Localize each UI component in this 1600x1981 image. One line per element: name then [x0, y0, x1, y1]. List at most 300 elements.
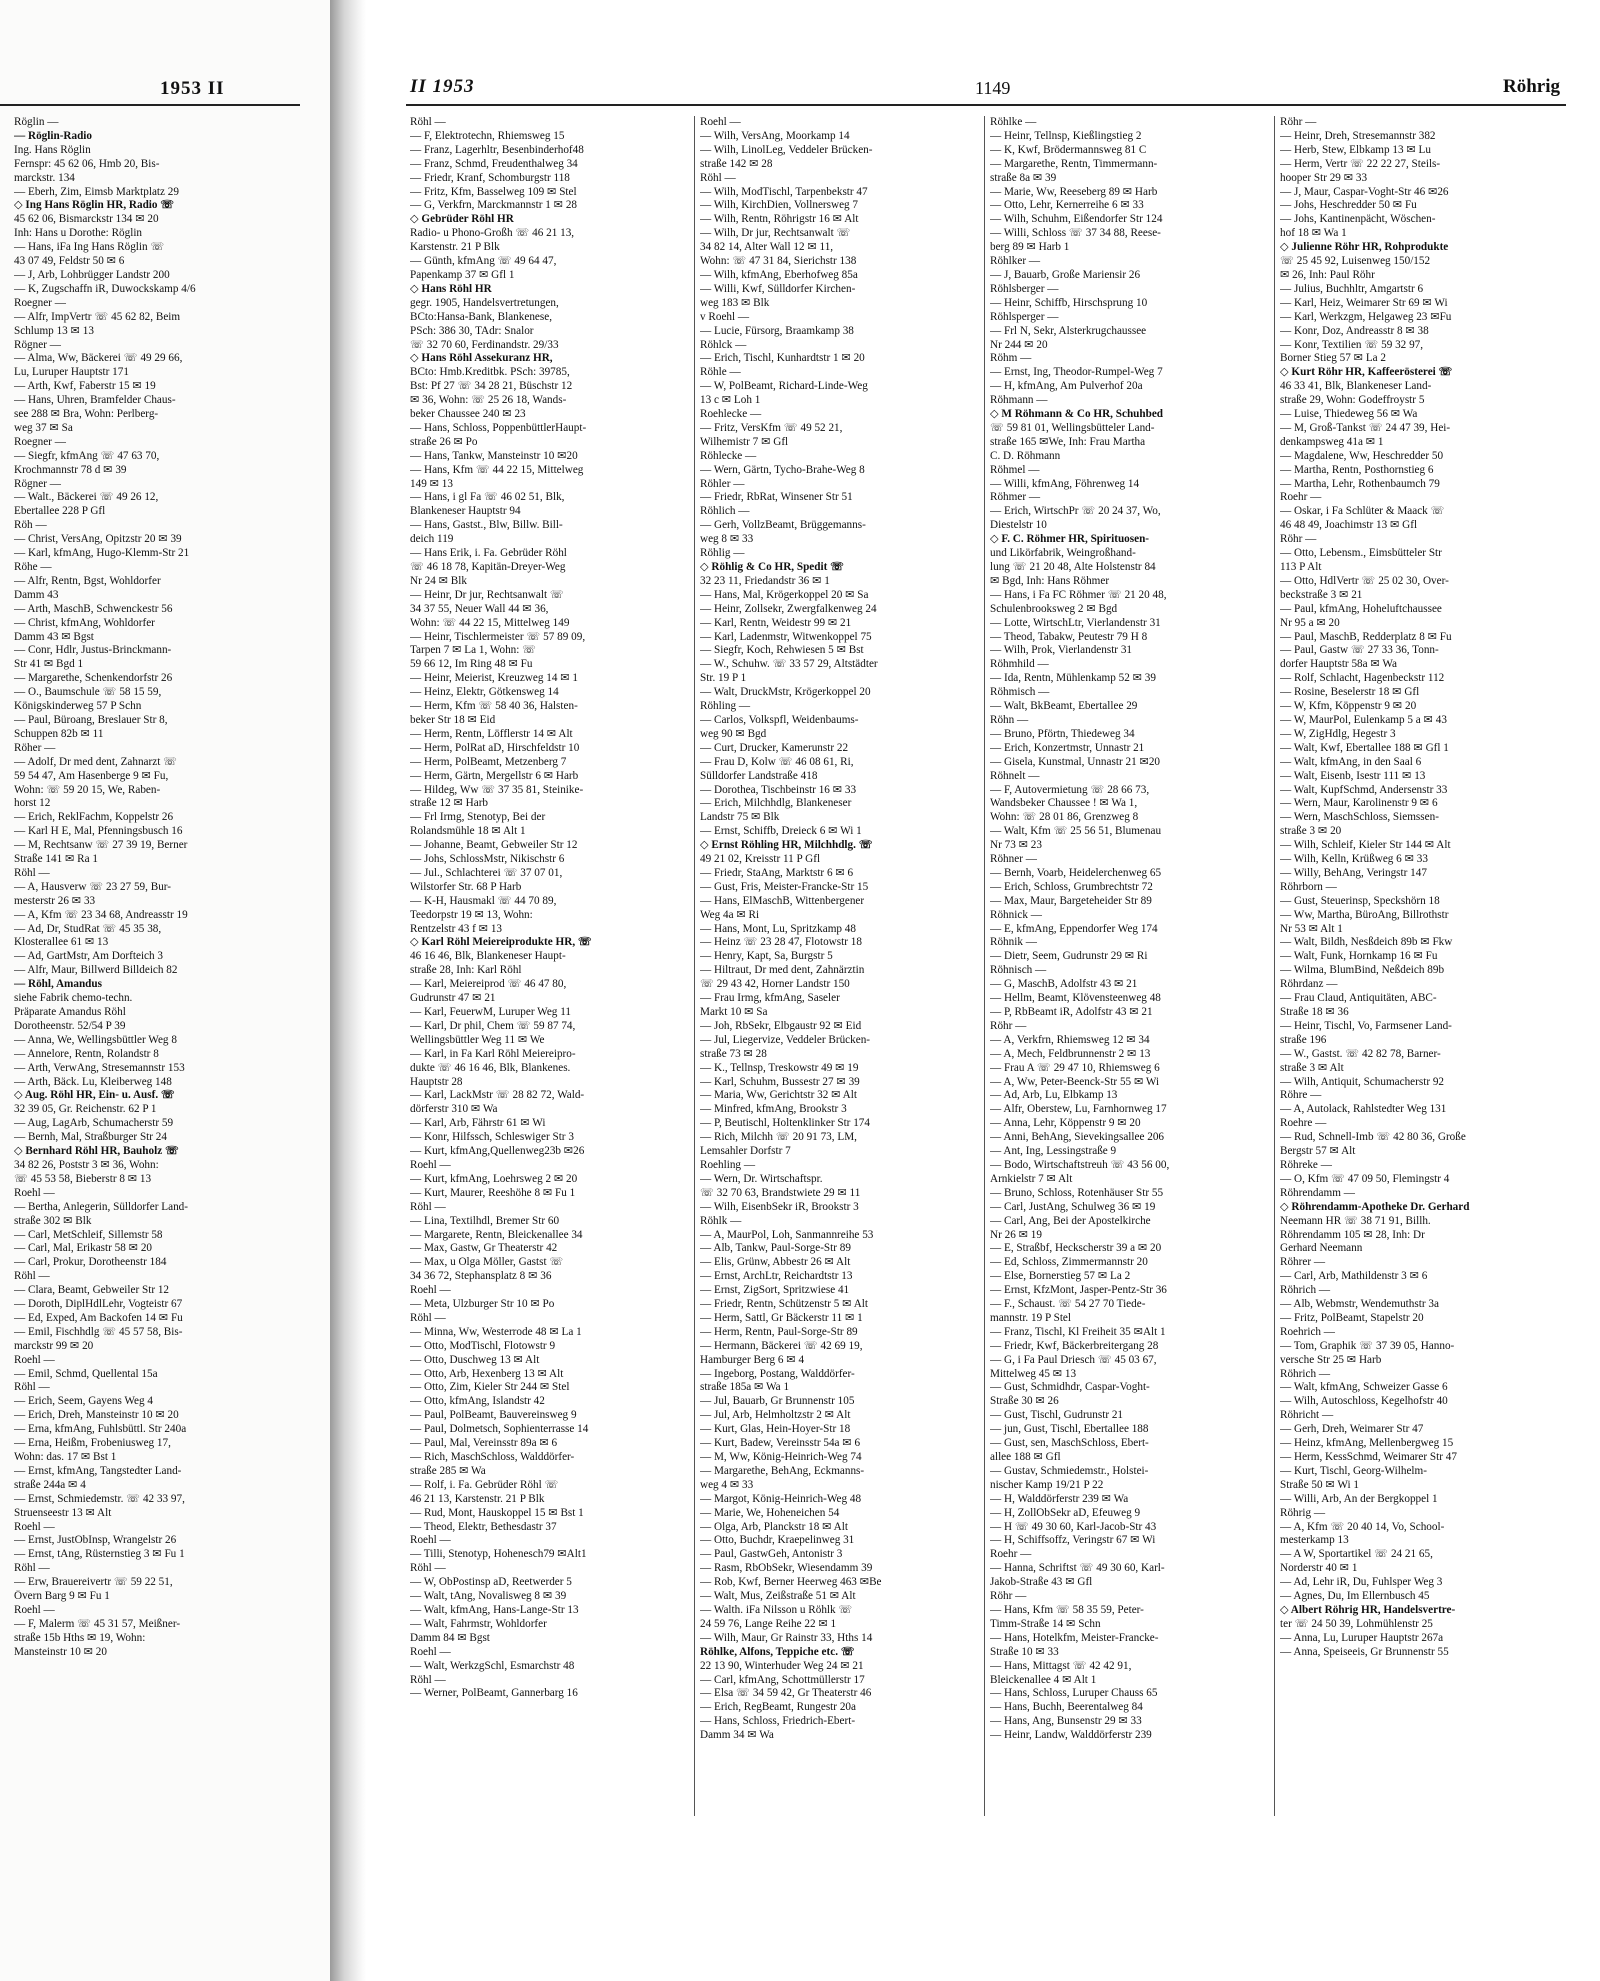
page-number: 1149	[975, 78, 1011, 98]
directory-column-1	[410, 116, 690, 1966]
directory-line: Radio- u Phono-Großh ☏ 46 21 13,	[410, 227, 575, 240]
directory-line: — Kurt, Maurer, Reeshöhe 8 ✉ Fu 1	[410, 1186, 576, 1199]
directory-line: — Bodo, Wirtschaftstreuh ☏ 43 56 00,	[990, 1158, 1170, 1171]
directory-line: Straße 141 ✉ Ra 1	[14, 853, 98, 866]
directory-line: Röhling —	[700, 700, 751, 713]
directory-line: — Wilh, Autoschloss, Kegelhofstr 40	[1280, 1395, 1448, 1408]
directory-line: Lemsahler Dorfstr 7	[700, 1145, 791, 1158]
directory-line: Schuppen 82b ✉ 11	[14, 727, 104, 740]
directory-line: — Walt, Kfm ☏ 25 56 51, Blumenau	[990, 825, 1162, 838]
directory-line: — Hans, Ang, Bunsenstr 29 ✉ 33	[990, 1715, 1142, 1728]
directory-line: — Dorothea, Tischbeinstr 16 ✉ 33	[700, 783, 857, 796]
directory-line: Röglin —	[14, 116, 59, 128]
directory-line: Röhnick —	[990, 908, 1042, 921]
directory-line: Röhrendamm 105 ✉ 28, Inh: Dr	[1280, 1228, 1425, 1241]
directory-line: Damm 43 ✉ Bgst	[14, 630, 94, 643]
directory-line: — Friedr, Rentn, Schützenstr 5 ✉ Alt	[700, 1298, 869, 1311]
directory-line: — Ernst, tAng, Rüsternstieg 3 ✉ Fu 1	[14, 1548, 185, 1561]
directory-line: 49 21 02, Kreisstr 11 P Gfl	[700, 853, 821, 866]
directory-line: — W, MaurPol, Eulenkamp 5 a ✉ 43	[1280, 713, 1447, 726]
directory-line: dukte ☏ 46 16 46, Blk, Blankenes.	[410, 1061, 571, 1074]
directory-line: straße 12 ✉ Harb	[410, 797, 489, 810]
directory-line: — Herb, Stew, Elbkamp 13 ✉ Lu	[1280, 143, 1431, 156]
directory-line: — Adolf, Dr med dent, Zahnarzt ☏	[14, 755, 178, 768]
directory-line: — Rich, Milchh ☏ 20 91 73, LM,	[700, 1131, 857, 1144]
directory-line: — Otto, Lebensm., Eimsbütteler Str	[1280, 547, 1442, 560]
directory-line: lung ☏ 21 20 48, Alte Holstenstr 84	[990, 561, 1156, 573]
directory-line: Rentzelstr 43 f ✉ 13	[410, 922, 503, 935]
directory-line: ✉ 36, Wohn: ☏ 25 26 18, Wands-	[410, 394, 567, 407]
directory-column-4	[1280, 116, 1562, 1966]
directory-line: — Franz, Schmd, Freudenthalweg 34	[410, 157, 578, 170]
column-divider	[984, 116, 985, 1816]
directory-line: — Gerh, VollzBeamt, Brüggemanns-	[700, 519, 866, 532]
directory-line: — Werner, PolBeamt, Gannerbarg 16	[410, 1687, 578, 1700]
directory-line: Straße 18 ✉ 36	[1280, 1006, 1349, 1018]
directory-line: — Heinr, Tischlermeister ☏ 57 89 09,	[410, 630, 586, 643]
directory-column-3	[990, 116, 1270, 1966]
directory-line: — Willi, Schloss ☏ 37 34 88, Reese-	[990, 227, 1161, 240]
directory-line: Schlump 13 ✉ 13	[14, 324, 94, 337]
directory-line: Rolandsmühle 18 ✉ Alt 1	[410, 825, 526, 838]
directory-line: Borner Stieg 57 ✉ La 2	[1280, 352, 1387, 365]
directory-line: — Otto, Lehr, Kernerreihe 6 ✉ 33	[990, 199, 1144, 212]
directory-line: — Max, Gastw, Gr Theaterstr 42	[410, 1242, 558, 1255]
directory-line: Mansteinstr 10 ✉ 20	[14, 1645, 107, 1658]
directory-line: hooper Str 29 ✉ 33	[1280, 171, 1368, 184]
directory-line: — Paul, Mal, Vereinsstr 89a ✉ 6	[410, 1437, 558, 1450]
directory-line: Roehre —	[1280, 1117, 1327, 1130]
directory-line: — Curt, Drucker, Kamerunstr 22	[700, 741, 849, 754]
directory-line: weg 8 ✉ 33	[700, 533, 754, 546]
directory-line: — Otto, Duschweg 13 ✉ Alt	[410, 1353, 540, 1366]
directory-line: — K, Zugschaffn iR, Duwockskamp 4/6	[14, 282, 196, 295]
directory-line: Wilstorfer Str. 68 P Harb	[410, 880, 522, 893]
directory-line: — Fritz, Kfm, Basselweg 109 ✉ Stel	[410, 185, 577, 198]
directory-line: — Johs, Heschredder 50 ✉ Fu	[1280, 199, 1417, 212]
directory-line: Fernspr: 45 62 06, Hmb 20, Bis-	[14, 157, 160, 170]
directory-line: mannstr. 19 P Stel	[990, 1311, 1072, 1324]
directory-line: Röhl —	[410, 1311, 446, 1324]
directory-line: — A, Kfm ☏ 23 34 68, Andreasstr 19	[14, 908, 188, 921]
directory-line: Blankeneser Hauptstr 94	[410, 505, 521, 518]
directory-line: Diestelstr 10	[990, 519, 1047, 532]
directory-line: — Aug, LagArb, Schumacherstr 59	[14, 1117, 174, 1130]
directory-line: — Walt, DruckMstr, Krögerkoppel 20	[700, 686, 871, 699]
directory-line: Röhlke —	[990, 116, 1037, 128]
directory-line: — Otto, HdlVertr ☏ 25 02 30, Over-	[1280, 574, 1449, 587]
directory-line: — Alma, Ww, Bäckerei ☏ 49 29 66,	[14, 352, 183, 365]
directory-line: — Günth, kfmAng ☏ 49 64 47,	[410, 255, 557, 268]
directory-line: — Erich, Tischl, Kunhardtstr 1 ✉ 20	[700, 352, 865, 365]
directory-line: — Ad, Lehr iR, Du, Fuhlsper Weg 3	[1280, 1576, 1443, 1589]
directory-line: — Tom, Graphik ☏ 37 39 05, Hanno-	[1280, 1339, 1455, 1352]
directory-line: ☏ 29 43 42, Horner Landstr 150	[700, 978, 850, 991]
directory-line: — Dietr, Seem, Gudrunstr 29 ✉ Ri	[990, 950, 1148, 963]
directory-line: ☏ 59 81 01, Wellingsbütteler Land-	[990, 421, 1155, 434]
directory-line: — Walt, kfmAng, Schweizer Gasse 6	[1280, 1381, 1448, 1394]
directory-line: straße 26 ✉ Po	[410, 435, 478, 448]
directory-line: — Frau Irmg, kfmAng, Saseler	[700, 992, 840, 1005]
directory-line: — Karl, Heiz, Weimarer Str 69 ✉ Wi	[1280, 296, 1448, 309]
directory-line: — Röhl, Amandus	[14, 978, 102, 991]
directory-line: — Paul, MaschB, Redderplatz 8 ✉ Fu	[1280, 630, 1452, 643]
directory-line: Röhreke —	[1280, 1158, 1332, 1171]
directory-line: — A, Autolack, Rahlstedter Weg 131	[1280, 1103, 1447, 1116]
directory-line: ✉ 26, Inh: Paul Röhr	[1280, 268, 1375, 281]
directory-line: — Carl, MetSchleif, Sillemstr 58	[14, 1228, 163, 1241]
directory-line: — Jul., Schlachterei ☏ 37 07 01,	[410, 866, 563, 879]
directory-line: ◇ Hans Röhl Assekuranz HR,	[410, 352, 553, 365]
directory-line: ◇ Aug. Röhl HR, Ein- u. Ausf. ☏	[14, 1089, 175, 1102]
directory-line: — Alb, Tankw, Paul-Sorge-Str 89	[700, 1242, 851, 1255]
directory-line: — Erich, Schloss, Grumbrechtstr 72	[990, 880, 1153, 893]
directory-line: — Rolf, i. Fa. Gebrüder Röhl ☏	[410, 1478, 559, 1491]
directory-line: deich 119	[410, 533, 454, 546]
directory-line: Röhe —	[14, 561, 52, 573]
directory-line: — Julius, Buchhltr, Amgartstr 6	[1280, 282, 1424, 295]
directory-line: Röhr —	[1280, 533, 1317, 546]
directory-line: gegr. 1905, Handelsvertretungen,	[410, 296, 559, 309]
directory-line: — Kurt, Tischl, Georg-Wilhelm-	[1280, 1464, 1427, 1477]
directory-line: straße 8a ✉ 39	[990, 171, 1057, 184]
directory-line: Röhlck —	[700, 338, 747, 351]
directory-line: — Hans, Kfm ☏ 44 22 15, Mittelweg	[410, 463, 584, 476]
directory-line: — Karl, Ladenmstr, Witwenkoppel 75	[700, 630, 872, 643]
directory-line: — Ed, Exped, Am Backofen 14 ✉ Fu	[14, 1311, 183, 1324]
directory-line: Röhl —	[14, 1562, 50, 1575]
directory-line: weg 90 ✉ Bgd	[700, 727, 767, 740]
directory-line: Lu, Luruper Hauptstr 171	[14, 366, 129, 379]
directory-line: ☏ 46 18 78, Kapitän-Dreyer-Weg	[410, 561, 566, 573]
directory-line: — Gust, sen, MaschSchloss, Ebert-	[990, 1437, 1149, 1450]
directory-line: — Clara, Beamt, Gebweiler Str 12	[14, 1284, 170, 1297]
directory-line: — Alfr, ImpVertr ☏ 45 62 82, Beim	[14, 310, 181, 323]
directory-line: ◇ F. C. Röhmer HR, Spirituosen-	[990, 533, 1150, 546]
directory-line: — Alfr, Oberstew, Lu, Farnhornweg 17	[990, 1103, 1167, 1116]
directory-line: — Annelore, Rentn, Rolandstr 8	[14, 1047, 159, 1060]
directory-line: 45 62 06, Bismarckstr 134 ✉ 20	[14, 213, 159, 226]
directory-line: Roehl —	[14, 1520, 55, 1533]
directory-line: — Johs, Kantinenpächt, Wöschen-	[1280, 213, 1436, 226]
directory-line: — M, Groß-Tankst ☏ 24 47 39, Hei-	[1280, 421, 1451, 434]
directory-line: Bergstr 57 ✉ Alt	[1280, 1145, 1356, 1158]
directory-line: — A, Mech, Feldbrunnenstr 2 ✉ 13	[990, 1047, 1151, 1060]
directory-line: Papenkamp 37 ✉ Gfl 1	[410, 268, 515, 281]
directory-line: Röhmel —	[990, 463, 1040, 476]
directory-line: — Hans, Mittagst ☏ 42 42 91,	[990, 1659, 1132, 1672]
directory-line: — Walt, Eisenb, Isestr 111 ✉ 13	[1280, 769, 1426, 782]
directory-line: — Emil, Fischhdlg ☏ 45 57 58, Bis-	[14, 1325, 183, 1338]
directory-line: — W, ObPostinsp aD, Reetwerder 5	[410, 1576, 572, 1589]
directory-line: beker Chaussee 240 ✉ 23	[410, 408, 526, 421]
directory-line: und Likörfabrik, Weingroßhand-	[990, 547, 1136, 560]
directory-line: — Jul, Bauarb, Gr Brunnenstr 105	[700, 1395, 855, 1408]
directory-line: Röhrich —	[1280, 1367, 1331, 1380]
directory-line: Roehl —	[410, 1284, 451, 1297]
directory-line: — Heinr, Meierist, Kreuzweg 14 ✉ 1	[410, 672, 578, 685]
directory-line: C. D. Röhmann	[990, 449, 1061, 462]
directory-line: — Paul, GastwGeh, Antonistr 3	[700, 1548, 843, 1561]
directory-line: — Ernst, ZigSort, Spritzwiese 41	[700, 1284, 850, 1297]
directory-line: — Erich, WirtschPr ☏ 20 24 37, Wo,	[990, 505, 1161, 518]
directory-line: — Margarethe, Schenkendorfstr 26	[14, 672, 173, 685]
directory-line: Roehl —	[14, 1186, 55, 1199]
directory-line: — P, RbBeamt iR, Adolfstr 43 ✉ 21	[990, 1006, 1153, 1018]
directory-line: Timm-Straße 14 ✉ Schn	[990, 1617, 1101, 1630]
directory-line: straße 28, Inh: Karl Röhl	[410, 964, 522, 977]
directory-line: — Anna, Lu, Luruper Hauptstr 267a	[1280, 1631, 1444, 1644]
directory-line: — Fritz, VersKfm ☏ 49 52 21,	[700, 421, 843, 434]
directory-line: — Wern, Dr. Wirtschaftspr.	[700, 1172, 823, 1185]
directory-line: Röher —	[14, 741, 56, 754]
directory-line: Röhner —	[990, 853, 1037, 866]
directory-line: — Hans, i Fa FC Röhmer ☏ 21 20 48,	[990, 588, 1167, 601]
directory-line: — Wilh, ModTischl, Tarpenbekstr 47	[700, 185, 868, 198]
directory-line: — Willi, Arb, An der Bergkoppel 1	[1280, 1492, 1438, 1505]
directory-line: 22 13 90, Winterhuder Weg 24 ✉ 21	[700, 1659, 864, 1672]
directory-line: — Rud, Mont, Hauskoppel 15 ✉ Bst 1	[410, 1506, 584, 1519]
directory-line: Röhlecke —	[700, 449, 757, 462]
directory-line: — J, Maur, Caspar-Voght-Str 46 ✉26	[1280, 185, 1449, 198]
directory-line: ◇ Ernst Röhling HR, Milchhdlg. ☏	[700, 839, 873, 852]
directory-line: Wandsbeker Chaussee ! ✉ Wa 1,	[990, 797, 1138, 810]
directory-line: ◇ Ing Hans Röglin HR, Radio ☏	[14, 199, 175, 212]
directory-line: — Anna, Lehr, Köppenstr 9 ✉ 20	[990, 1117, 1141, 1130]
directory-line: — Elsa ☏ 34 59 42, Gr Theaterstr 46	[700, 1687, 872, 1700]
directory-line: — Erich, Dreh, Mansteinstr 10 ✉ 20	[14, 1409, 179, 1422]
directory-line: Röhmer —	[990, 491, 1041, 504]
directory-line: Straße 50 ✉ Wi 1	[1280, 1478, 1359, 1491]
directory-line: — Heinz, kfmAng, Mellenbergweg 15	[1280, 1437, 1454, 1450]
directory-line: weg 4 ✉ 33	[700, 1478, 754, 1491]
directory-line: — H, Walddörferstr 239 ✉ Wa	[990, 1492, 1129, 1505]
directory-line: — Jul, Arb, Helmholtzstr 2 ✉ Alt	[700, 1409, 851, 1422]
directory-line: Röhlke, Alfons, Teppiche etc. ☏	[700, 1645, 855, 1658]
directory-line: Röhlig —	[700, 547, 745, 560]
directory-line: — Otto, kfmAng, Islandstr 42	[410, 1395, 545, 1408]
directory-line: beker Str 18 ✉ Eid	[410, 713, 496, 726]
directory-line: — Herm, Kfm ☏ 58 40 36, Halsten-	[410, 700, 578, 713]
directory-line: — A, Kfm ☏ 20 40 14, Vo, School-	[1280, 1520, 1445, 1533]
directory-line: — Rud, Schnell-Imb ☏ 42 80 36, Große	[1280, 1131, 1466, 1144]
directory-line: — Heinr, Dreh, Stresemannstr 382	[1280, 129, 1436, 142]
directory-line: ◇ Gebrüder Röhl HR	[410, 213, 514, 226]
running-head: Röhrig	[1503, 76, 1560, 97]
directory-line: — Rich, MaschSchloss, Walddörfer-	[410, 1451, 575, 1463]
directory-line: 46 48 49, Joachimstr 13 ✉ Gfl	[1280, 519, 1418, 532]
directory-line: Damm 84 ✉ Bgst	[410, 1631, 490, 1644]
directory-line: — Franz, Tischl, Kl Freiheit 35 ✉Alt 1	[990, 1325, 1166, 1338]
left-page	[0, 0, 332, 1981]
directory-line: — Karl, FeuerwM, Luruper Weg 11	[410, 1006, 571, 1018]
directory-line: Röhnik —	[990, 936, 1037, 949]
directory-line: — F, Malerm ☏ 45 31 57, Meißner-	[14, 1617, 181, 1630]
directory-line: Roehling —	[700, 1158, 756, 1171]
directory-line: — Herm, Sattl, Gr Bäckerstr 11 ✉ 1	[700, 1311, 863, 1324]
directory-line: Roehlecke —	[700, 408, 762, 421]
directory-line: Röhl —	[14, 1381, 50, 1394]
directory-line: — Rosine, Beselerstr 18 ✉ Gfl	[1280, 686, 1420, 699]
directory-line: Röhnisch —	[990, 964, 1047, 977]
directory-line: — Karl, Rentn, Weidestr 99 ✉ 21	[700, 616, 852, 629]
directory-line: — Ad, Dr, StudRat ☏ 45 35 38,	[14, 922, 162, 935]
directory-line: Roehr —	[990, 1548, 1032, 1561]
directory-line: — Walt, Funk, Hornkamp 16 ✉ Fu	[1280, 950, 1438, 963]
directory-line: — Hans, Gastst., Blw, Billw. Bill-	[410, 519, 563, 532]
directory-line: Ebertallee 228 P Gfl	[14, 505, 106, 518]
directory-line: — Rasm, RbObSekr, Wiesendamm 39	[700, 1562, 873, 1575]
directory-line: — Bernh, Mal, Straßburger Str 24	[14, 1131, 167, 1144]
directory-line: — Margarete, Rentn, Bleickenallee 34	[410, 1228, 583, 1241]
directory-column-2	[700, 116, 980, 1966]
directory-line: straße 185a ✉ Wa 1	[700, 1381, 790, 1394]
directory-line: — J, Arb, Lohbrügger Landstr 200	[14, 268, 170, 281]
directory-line: — Walt, Bildh, Nesßdeich 89b ✉ Fkw	[1280, 936, 1453, 949]
directory-line: — Alb, Webmstr, Wendemuthstr 3a	[1280, 1298, 1439, 1311]
directory-line: — Röglin-Radio	[14, 129, 93, 142]
directory-line: PSch: 386 30, TAdr: Snalor	[410, 324, 534, 337]
directory-line: Damm 43	[14, 588, 59, 601]
directory-line: — Konr, Textilien ☏ 59 32 97,	[1280, 338, 1424, 351]
directory-line: — Gust, Fris, Meister-Francke-Str 15	[700, 880, 869, 893]
directory-line: ☏ 32 70 63, Brandstwiete 29 ✉ 11	[700, 1186, 861, 1199]
page-header	[410, 76, 1560, 104]
directory-line: — Hans, Tankw, Mansteinstr 10 ✉20	[410, 449, 578, 462]
directory-line: berg 89 ✉ Harb 1	[990, 241, 1070, 254]
directory-line: — P, Beutischl, Holtenklinker Str 174	[700, 1117, 870, 1130]
directory-line: Röhrer —	[1280, 1256, 1326, 1269]
directory-line: — Friedr, StaAng, Marktstr 6 ✉ 6	[700, 866, 854, 879]
directory-line: — Minna, Ww, Westerrode 48 ✉ La 1	[410, 1325, 582, 1338]
directory-line: Nr 24 ✉ Blk	[410, 574, 467, 587]
directory-line: — Hans, Schloss, Luruper Chauss 65	[990, 1687, 1158, 1700]
directory-line: Inh: Hans u Dorothe: Röglin	[14, 227, 143, 240]
directory-line: Röhlker —	[990, 255, 1041, 268]
directory-line: ◇ Albert Röhrig HR, Handelsvertre-	[1280, 1603, 1456, 1616]
directory-line: straße 29, Wohn: Godeffroystr 5	[1280, 394, 1425, 407]
directory-line: — Walt, BkBeamt, Ebertallee 29	[990, 700, 1138, 713]
directory-line: — Frl N, Sekr, Alsterkrugchaussee	[990, 324, 1147, 337]
directory-line: — Hans, i gl Fa ☏ 46 02 51, Blk,	[410, 491, 565, 504]
directory-line: Röhricht —	[1280, 1409, 1334, 1422]
directory-line: Tarpen 7 ✉ La 1, Wohn: ☏	[410, 644, 537, 657]
directory-line: Röhmhild —	[990, 658, 1049, 671]
directory-line: — Emil, Schmd, Quellental 15a	[14, 1367, 158, 1380]
directory-line: Mittelweg 45 ✉ 13	[990, 1367, 1077, 1380]
directory-line: — K, Kwf, Brödermannsweg 81 C	[990, 143, 1147, 156]
directory-line: Nr 26 ✉ 19	[990, 1228, 1042, 1241]
left-page-header: 1953 II	[160, 78, 225, 99]
directory-line: — Wilh, Dr jur, Rechtsanwalt ☏	[700, 227, 851, 240]
directory-line: Landstr 75 ✉ Blk	[700, 811, 780, 824]
directory-line: — Anna, Speiseeis, Gr Brunnenstr 55	[1280, 1645, 1449, 1658]
directory-line: — Lina, Textilhdl, Bremer Str 60	[410, 1214, 560, 1227]
directory-line: — Carlos, Volkspfl, Weidenbaums-	[700, 713, 859, 726]
directory-line: — Ad, Arb, Lu, Elbkamp 13	[990, 1089, 1118, 1102]
directory-line: straße 244a ✉ 4	[14, 1478, 86, 1491]
directory-line: Övern Barg 9 ✉ Fu 1	[14, 1590, 110, 1603]
directory-line: — Hans, Schloss, PoppenbüttlerHaupt-	[410, 421, 587, 434]
directory-line: — Marie, Ww, Reeseberg 89 ✉ Harb	[990, 185, 1158, 198]
directory-line: Roehl —	[14, 1603, 55, 1616]
directory-line: — W., Schuhw. ☏ 33 57 29, Altstädter	[700, 658, 878, 671]
directory-line: — Rolf, Schlacht, Hagenbeckstr 112	[1280, 672, 1445, 685]
directory-line: — Heinz, Elektr, Götkensweg 14	[410, 686, 559, 699]
directory-line: — Karl, kfmAng, Hugo-Klemm-Str 21	[14, 547, 190, 560]
directory-line: ☏ 45 53 58, Bieberstr 8 ✉ 13	[14, 1172, 152, 1185]
directory-line: — Erna, kfmAng, Fuhlsbüttl. Str 240a	[14, 1423, 187, 1436]
directory-line: Dorotheenstr. 52/54 P 39	[14, 1019, 126, 1032]
directory-line: — Theod, Tabakw, Peutestr 79 H 8	[990, 630, 1148, 643]
directory-line: — Walt, KupfSchmd, Andersenstr 33	[1280, 783, 1448, 796]
directory-line: 59 54 47, Am Hasenberge 9 ✉ Fu,	[14, 769, 169, 782]
directory-line: Röhl —	[410, 1562, 446, 1575]
directory-line: — Margot, König-Heinrich-Weg 48	[700, 1492, 862, 1505]
directory-line: Str. 19 P 1	[700, 672, 747, 685]
directory-line: — Paul, PolBeamt, Bauvereinsweg 9	[410, 1409, 577, 1422]
directory-line: — Otto, ModTischl, Flotowstr 9	[410, 1339, 556, 1352]
directory-line: Hamburger Berg 6 ✉ 4	[700, 1353, 805, 1366]
directory-line: — Kurt, kfmAng, Loehrsweg 2 ✉ 20	[410, 1172, 578, 1185]
directory-line: — Paul, kfmAng, Hoheluftchaussee	[1280, 602, 1442, 615]
directory-line: — Johs, SchlossMstr, Nikischstr 6	[410, 853, 565, 866]
directory-line: — Karl, Arb, Fährstr 61 ✉ Wi	[410, 1117, 546, 1130]
directory-line: Arnkielstr 7 ✉ Alt	[990, 1172, 1073, 1185]
directory-line: Präparate Amandus Röhl	[14, 1006, 126, 1018]
directory-line: — Ernst, Schiffb, Dreieck 6 ✉ Wi 1	[700, 825, 862, 838]
directory-line: — E, kfmAng, Eppendorfer Weg 174	[990, 922, 1158, 935]
directory-line: — Karl, Werkzgm, Helgaweg 23 ✉Fu	[1280, 310, 1452, 323]
directory-line: — Ernst, Ing, Theodor-Rumpel-Weg 7	[990, 366, 1163, 379]
directory-line: denkampsweg 41a ✉ 1	[1280, 435, 1384, 448]
directory-line: — Ernst, Schmiedemstr. ☏ 42 33 97,	[14, 1492, 185, 1505]
directory-line: — Bernh, Voarb, Heidelerchenweg 65	[990, 866, 1162, 879]
left-page-column	[14, 116, 330, 1966]
directory-line: 46 21 13, Karstenstr. 21 P Blk	[410, 1492, 545, 1505]
directory-line: — H ☏ 49 30 60, Karl-Jacob-Str 43	[990, 1520, 1157, 1533]
directory-line: — Carl, Prokur, Dorotheenstr 184	[14, 1256, 167, 1269]
directory-line: 13 c ✉ Loh 1	[700, 394, 761, 407]
directory-line: Roehl —	[410, 1158, 451, 1171]
directory-line: — Wern, Maur, Karolinenstr 9 ✉ 6	[1280, 797, 1438, 810]
directory-line: — Walt, Mus, Zeißstraße 51 ✉ Alt	[700, 1590, 856, 1603]
directory-line: Karstenstr. 21 P Blk	[410, 241, 500, 254]
directory-line: — Alfr, Rentn, Bgst, Wohldorfer	[14, 574, 161, 587]
directory-line: — Marie, We, Hoheneichen 54	[700, 1506, 840, 1519]
directory-line: — Alfr, Maur, Billwerd Billdeich 82	[14, 964, 178, 977]
directory-line: — Konr, Doz, Andreasstr 8 ✉ 38	[1280, 324, 1429, 337]
directory-line: Wilhemistr 7 ✉ Gfl	[700, 435, 789, 448]
directory-line: — Eberh, Zim, Eimsb Marktplatz 29	[14, 185, 179, 198]
directory-line: — Hans, Buchh, Beerentalweg 84	[990, 1701, 1143, 1714]
directory-line: — Karl, LackMstr ☏ 28 82 72, Wald-	[410, 1089, 585, 1102]
directory-line: — Hans, Mont, Lu, Spritzkamp 48	[700, 922, 856, 935]
directory-line: Röhrborn —	[1280, 880, 1337, 893]
directory-line: 149 ✉ 13	[410, 477, 453, 490]
directory-line: — Wilh, Rentn, Röhrigstr 16 ✉ Alt	[700, 213, 859, 226]
directory-line: ✉ Bgd, Inh: Hans Röhmer	[990, 574, 1110, 587]
directory-line: Röhler —	[700, 477, 745, 490]
directory-line: Röhnelt —	[990, 769, 1040, 782]
directory-line: Röhrdanz —	[1280, 978, 1338, 991]
directory-line: — Karl, Meiereiprod ☏ 46 47 80,	[410, 978, 567, 991]
directory-line: — Gust, Tischl, Gudrunstr 21	[990, 1409, 1124, 1422]
directory-line: ◇ Kurt Röhr HR, Kaffeerösterei ☏	[1280, 366, 1453, 379]
directory-line: — Wilh, EisenbSekr iR, Brookstr 3	[700, 1200, 859, 1213]
directory-line: — G, i Fa Paul Driesch ☏ 45 03 67,	[990, 1353, 1157, 1366]
directory-line: — Kurt, kfmAng,Quellenweg23b ✉26	[410, 1145, 585, 1158]
